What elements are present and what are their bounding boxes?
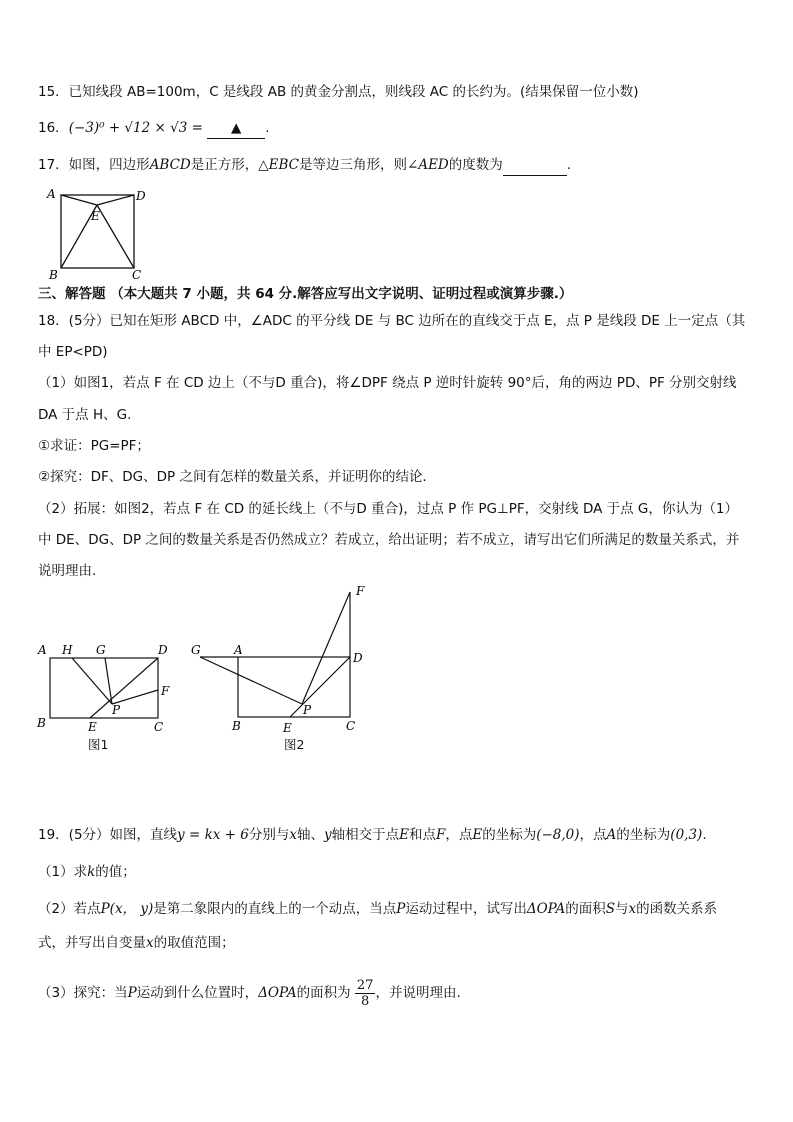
q16-prefix: 16． xyxy=(38,120,69,136)
question-15 xyxy=(38,82,639,102)
q19-l1-x: x xyxy=(289,827,297,843)
q19-l2-k: k xyxy=(87,864,96,880)
q19-l1-d: 轴相交于点 xyxy=(331,827,400,843)
q19-l3-x: x xyxy=(628,901,637,917)
q19-l1-i: 的坐标为 xyxy=(616,827,671,843)
fig1-label-c: C xyxy=(154,720,164,734)
q19-l1-c: 轴、 xyxy=(296,827,324,843)
fig2-label-e: E xyxy=(283,721,292,735)
segment-de xyxy=(97,195,134,205)
q19-line2 xyxy=(38,862,136,882)
q19-l3-a: （2）若点 xyxy=(38,901,101,917)
q19-l3-P2: P xyxy=(396,901,406,917)
q19-fraction xyxy=(355,978,376,1009)
section-3-title-text: 三、解答题 （本大题共 7 小题，共 64 分.解答应写出文字说明、证明过程或演算步骤.） xyxy=(38,286,573,302)
q19-l5-c: 的面积为 xyxy=(296,985,351,1001)
segment-pg-fig2 xyxy=(200,657,302,704)
fraction-denominator: 8 xyxy=(361,993,370,1009)
fig2-label-g: G xyxy=(191,643,201,657)
q19-l3-d: 的面积 xyxy=(565,901,606,917)
q19-a-coordinate: (0,3) xyxy=(670,827,703,843)
q18-line2: 中 EP<PD) xyxy=(38,344,108,360)
q18-line5: ①求证：PG=PF； xyxy=(38,438,150,454)
figure-1-caption: 图1 xyxy=(88,737,109,752)
question-16 xyxy=(38,118,270,139)
q16-end: . xyxy=(265,120,270,136)
q19-l5-tri: ΔOPA xyxy=(258,985,297,1001)
q18-line4: DA 于点 H、G. xyxy=(38,407,132,423)
fig2-label-p: P xyxy=(303,703,312,717)
q19-l1-A: A xyxy=(606,827,617,843)
q19-l5-P: P xyxy=(127,985,137,1001)
q19-l4-b: 的取值范围； xyxy=(153,935,235,951)
q17-tail: . xyxy=(566,157,572,173)
q19-l4-a: 式，并写出自变量 xyxy=(38,935,146,951)
q19-line5 xyxy=(38,973,461,1013)
q18-line1: 18．(5分）已知在矩形 ABCD 中，∠ADC 的平分线 DE 与 BC 边所在的直线交于点 E，点 P 是线段 DE 上一定点（其 xyxy=(38,313,746,329)
fig1-label-p: P xyxy=(112,703,121,717)
q19-e-coordinate: (−8,0) xyxy=(536,827,580,843)
q18-line8: 中 DE、DG、DP 之间的数量关系是否仍然成立？若成立，给出证明；若不成立，请写出它们所满足的数量关系式，并 xyxy=(38,532,740,548)
fig1-label-h: H xyxy=(62,643,73,657)
q17-aed: ∠AED xyxy=(407,157,449,173)
q19-l4-x: x xyxy=(146,935,154,951)
fig1-label-g: G xyxy=(96,643,106,657)
fig2-label-d: D xyxy=(353,651,363,665)
fig2-label-b: B xyxy=(232,719,241,733)
q19-l1-E2: E xyxy=(472,827,483,843)
q19-l3-S: S xyxy=(605,901,616,917)
fig1-label-f: F xyxy=(161,684,170,698)
q18-figure-1 xyxy=(32,638,182,738)
fig2-label-a: A xyxy=(234,643,243,657)
q18-line7: （2）拓展：如图2，若点 F 在 CD 的延长线上（不与D 重合)，过点 P 作 PG⊥PF，交射线 DA 于点 G，你认为（1） xyxy=(38,501,738,517)
rect-abcd-fig1 xyxy=(50,658,158,718)
q17-mid1: 是正方形， xyxy=(190,157,259,173)
q19-l3-e: 与 xyxy=(615,901,629,917)
q19-l3-b: 是第二象限内的直线上的一个动点，当点 xyxy=(153,901,397,917)
q16-expression: (−3)⁰ + √12 × √3 = xyxy=(68,120,203,136)
fraction-numerator: 27 xyxy=(356,977,374,993)
q19-l1-h: ，点 xyxy=(579,827,607,843)
section-3-title xyxy=(38,284,572,304)
q19-l5-a: （3）探究：当 xyxy=(38,985,128,1001)
q17-abcd: ABCD xyxy=(149,157,191,173)
fig1-label-e: E xyxy=(88,720,97,734)
q19-line1 xyxy=(38,825,707,845)
fig1-label-b: B xyxy=(37,716,46,730)
triangle-mark-icon: ▲ xyxy=(231,120,242,136)
q19-l1-j: . xyxy=(702,827,707,843)
q17-square-figure xyxy=(44,185,149,281)
label-e: E xyxy=(91,209,100,223)
rect-abcd-fig2 xyxy=(238,657,350,717)
q19-line4 xyxy=(38,933,235,953)
segment-ae xyxy=(61,195,97,205)
q19-l1-y: y xyxy=(323,827,332,843)
q19-l1-e: 和点 xyxy=(408,827,436,843)
segment-de-fig1 xyxy=(90,658,158,718)
figure-2-caption: 图2 xyxy=(284,737,305,752)
segment-pf-fig2 xyxy=(302,592,350,704)
fig1-label-a: A xyxy=(38,643,47,657)
q19-l3-f: 的函数关系系 xyxy=(636,901,718,917)
question-17 xyxy=(38,155,571,176)
q17-end: 的度数为 xyxy=(448,157,503,173)
fig2-label-f: F xyxy=(356,584,365,598)
q17-ebc: △EBC xyxy=(258,157,300,173)
segment-ce xyxy=(97,205,134,268)
q19-line3 xyxy=(38,899,717,919)
q19-l2-b: 的值； xyxy=(95,864,136,880)
q17-answer-blank xyxy=(503,155,567,176)
q19-l1-g: 的坐标为 xyxy=(482,827,537,843)
q19-line-equation: y = kx + 6 xyxy=(177,827,249,843)
segment-de-fig2 xyxy=(290,657,350,717)
q15-text: 15．已知线段 AB=100m，C 是线段 AB 的黄金分割点，则线段 AC 的长约为。(结果保留一位小数) xyxy=(38,84,639,100)
label-d: D xyxy=(136,189,146,203)
label-c: C xyxy=(132,268,142,281)
q19-l1-b: 分别与 xyxy=(248,827,290,843)
q17-mid2: 是等边三角形，则 xyxy=(299,157,408,173)
q19-l5-b: 运动到什么位置时， xyxy=(136,985,259,1001)
label-b: B xyxy=(49,268,58,281)
q18-line9: 说明理由. xyxy=(38,563,97,579)
fig2-label-c: C xyxy=(346,719,356,733)
q18-line3: （1）如图1，若点 F 在 CD 边上（不与D 重合)，将∠DPF 绕点 P 逆时针旋转 90°后，角的两边 PD、PF 分别交射线 xyxy=(38,375,737,391)
q18-figure-2 xyxy=(186,582,376,738)
q19-l1-a: 19．(5分）如图，直线 xyxy=(38,827,178,843)
q18-line6: ②探究：DF、DG、DP 之间有怎样的数量关系，并证明你的结论． xyxy=(38,469,436,485)
q19-l5-d: ，并说明理由. xyxy=(375,985,461,1001)
fig1-label-d: D xyxy=(158,643,168,657)
q19-l3-tri: ΔOPA xyxy=(526,901,566,917)
q19-l1-E: E xyxy=(399,827,409,843)
q17-prefix: 17．如图，四边形 xyxy=(38,157,150,173)
q19-l3-P: P(x， y) xyxy=(100,901,154,917)
q19-l1-f: ，点 xyxy=(445,827,473,843)
q19-l1-F: F xyxy=(435,827,446,843)
q19-l2-a: （1）求 xyxy=(38,864,88,880)
label-a: A xyxy=(47,187,56,201)
q16-answer-blank xyxy=(207,118,265,139)
q19-l3-c: 运动过程中，试写出 xyxy=(405,901,527,917)
